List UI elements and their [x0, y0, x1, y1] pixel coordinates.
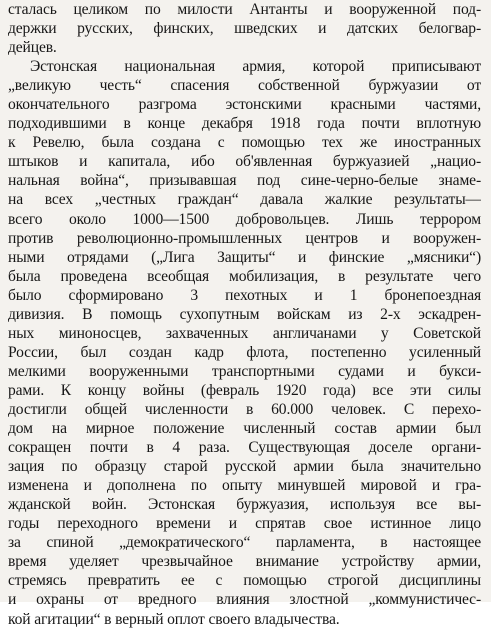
text-line-10: нальная война“, призывавшая под сине-черно-белые знаме-: [8, 172, 481, 190]
text-line-2: держки русских, финских, шведских и датских белогвар-: [8, 20, 481, 38]
text-line-19: России, был создан кадр флота, постепенно усиленный: [8, 343, 481, 361]
text-line-1: сталась целиком по милости Антанты и вооруженной под-: [8, 1, 481, 18]
text-line-28: годы переходного времени и спрятав свое истинное лицо: [8, 515, 481, 533]
text-line-26: изменена и дополнена по опыту минувшей мировой и гра-: [8, 477, 481, 495]
text-line-18: ных миноносцев, захваченных англичанами у Советской: [8, 324, 481, 342]
text-line-25: зация по образцу старой русской армии была значительно: [8, 458, 481, 476]
text-line-29: за спиной „демократического“ парламента, в настоящее: [8, 534, 481, 552]
text-line-33: кой агитации“ в верный оплот своего владычества.: [8, 610, 340, 628]
text-line-4: Эстонская национальная армия, которой приписывают: [30, 58, 481, 76]
text-line-27: жданской войн. Эстонская буржуазия, используя все вы-: [8, 496, 481, 514]
text-line-22: достигли общей численности в 60.000 человек. С перехо-: [8, 400, 481, 418]
text-line-30: время уделяет чрезвычайное внимание устройству армии,: [8, 553, 481, 571]
text-line-31: стремясь превратить ее с помощью строгой дисциплины: [8, 572, 481, 590]
text-line-3: дейцев.: [8, 39, 57, 57]
text-line-6: окончательного разгрома эстонскими красными частями,: [8, 96, 481, 114]
text-line-24: сокращен почти в 4 раза. Существующая доселе органи-: [8, 439, 481, 457]
text-line-20: мелкими вооруженными транспортными судами и букси-: [8, 362, 481, 380]
text-line-16: было сформировано 3 пехотных и 1 бронепоездная: [8, 286, 481, 304]
text-line-7: подходившими в конце декабря 1918 года почти вплотную: [8, 115, 481, 133]
text-line-17: дивизия. В помощь сухопутным войскам из 2-х эскадрен-: [8, 305, 481, 323]
text-line-8: к Ревелю, была создана с помощью тех же иностранных: [8, 134, 481, 152]
text-line-21: рами. К концу войны (февраль 1920 года) все эти силы: [8, 381, 481, 399]
body-text: [8, 0, 481, 629]
text-line-13: против революционно-промышленных центров и вооружен-: [8, 229, 481, 247]
text-line-15: была проведена всеобщая мобилизация, в результате чего: [8, 267, 481, 285]
text-line-12: всего около 1000—1500 добровольцев. Лишь террором: [8, 210, 481, 228]
text-line-14: ными отрядами („Лига Защиты“ и финские „мясники“): [8, 248, 481, 266]
text-line-5: „великую честь“ спасения собственной буржуазии от: [8, 77, 481, 95]
text-line-32: и охраны от вредного влияния злостной „коммунистичес-: [8, 591, 481, 609]
text-line-9: штыков и капитала, ибо об'явленная буржуазией „нацио-: [8, 153, 481, 171]
text-line-23: дом на мирное положение численный состав армии был: [8, 420, 481, 438]
text-line-11: на всех „честных граждан“ давала жалкие результаты—: [8, 191, 481, 209]
